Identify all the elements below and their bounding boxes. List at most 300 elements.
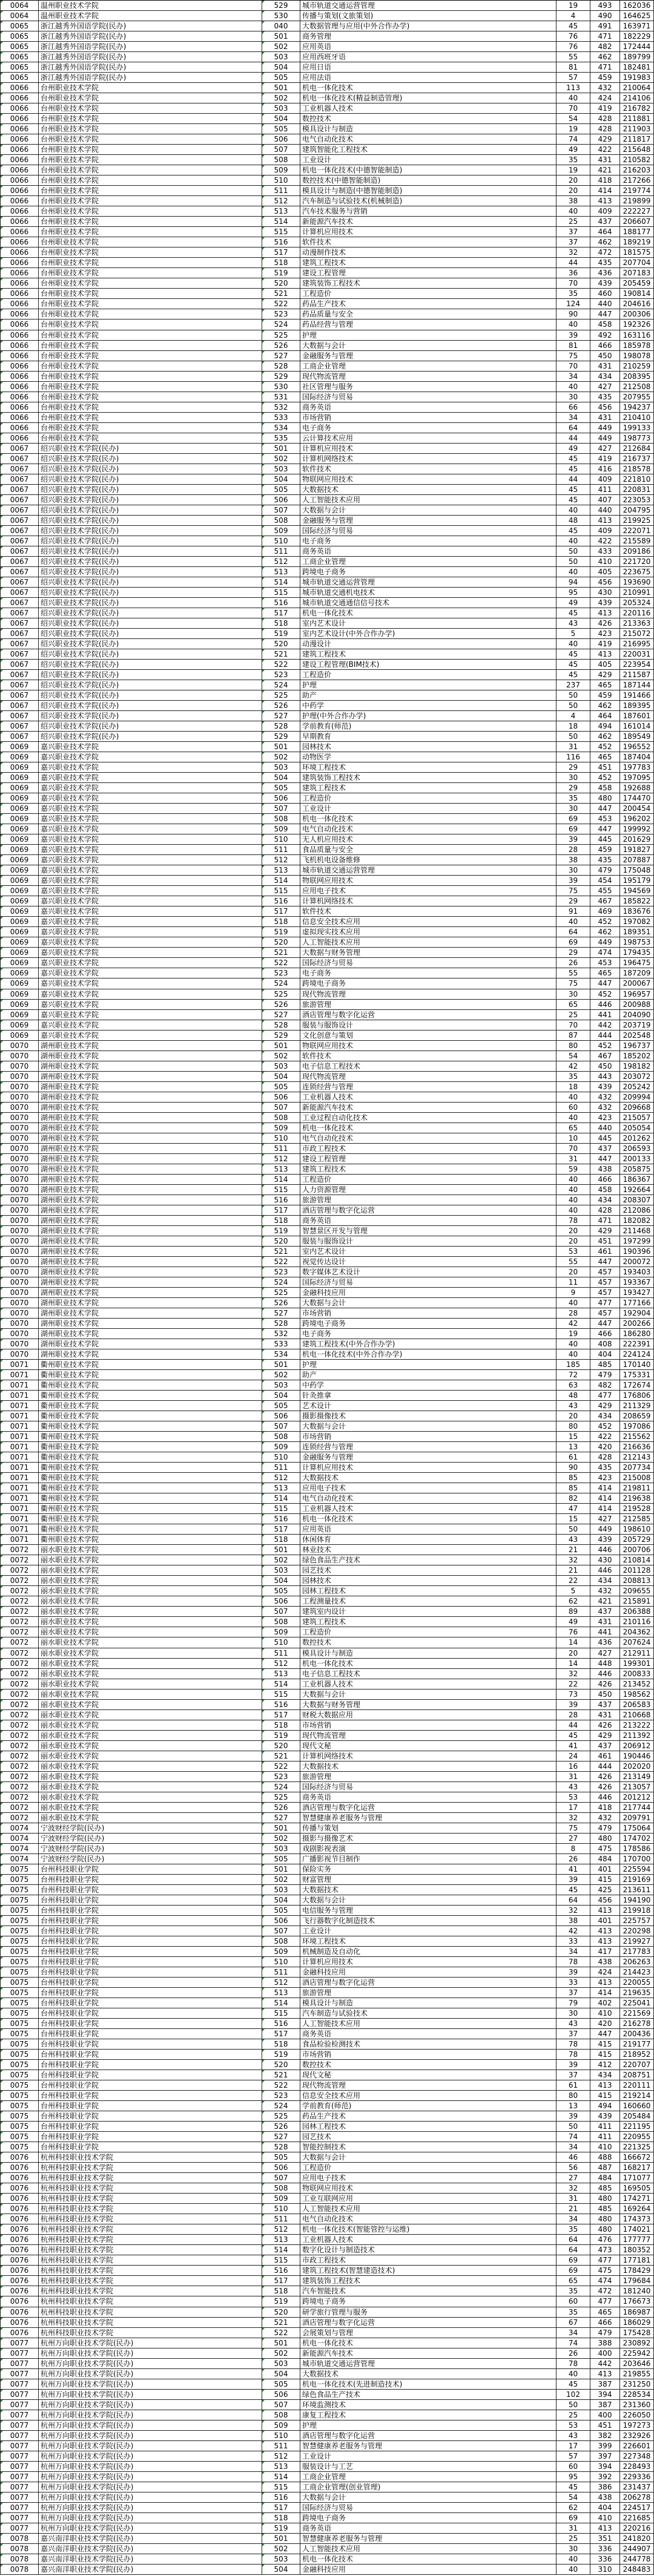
plan-count-cell[interactable]: 50: [556, 701, 590, 710]
school-name-cell[interactable]: 绍兴职业技术学院(民办): [38, 577, 262, 587]
plan-count-cell[interactable]: 61: [556, 1452, 590, 1462]
school-name-cell[interactable]: 丽水职业技术学院: [38, 1679, 262, 1689]
min-score-cell[interactable]: 405: [590, 660, 619, 669]
plan-count-cell[interactable]: 55: [556, 1257, 590, 1267]
school-code-cell[interactable]: 0075: [0, 1967, 38, 1977]
school-code-cell[interactable]: 0070: [0, 1175, 38, 1184]
min-score-cell[interactable]: 424: [590, 93, 619, 103]
min-rank-cell[interactable]: 196202: [619, 814, 654, 824]
school-name-cell[interactable]: 嘉兴职业技术学院: [38, 1010, 262, 1020]
plan-count-cell[interactable]: 70: [556, 103, 590, 113]
school-code-cell[interactable]: 0075: [0, 1895, 38, 1905]
plan-count-cell[interactable]: 45: [556, 495, 590, 505]
major-code-cell[interactable]: 510: [262, 2204, 300, 2214]
major-name-cell[interactable]: 传播与策划(文旅策划): [300, 11, 556, 21]
min-rank-cell[interactable]: 206263: [619, 1957, 654, 1967]
major-name-cell[interactable]: 飞机机电设备维修: [300, 855, 556, 865]
major-code-cell[interactable]: 511: [262, 1967, 300, 1977]
major-code-cell[interactable]: 502: [262, 752, 300, 762]
min-score-cell[interactable]: 494: [590, 721, 619, 731]
min-score-cell[interactable]: 388: [590, 2338, 619, 2348]
school-code-cell[interactable]: 0067: [0, 701, 38, 710]
major-name-cell[interactable]: 机械制造及自动化: [300, 1947, 556, 1956]
min-rank-cell[interactable]: 210668: [619, 1710, 654, 1720]
min-score-cell[interactable]: 427: [590, 1648, 619, 1658]
major-name-cell[interactable]: 商务英语: [300, 2029, 556, 2039]
major-name-cell[interactable]: 建设工程管理(BIM技术): [300, 660, 556, 669]
major-code-cell[interactable]: 522: [262, 660, 300, 669]
major-name-cell[interactable]: 财富管理: [300, 1875, 556, 1884]
school-code-cell[interactable]: 0077: [0, 2410, 38, 2420]
min-rank-cell[interactable]: 210259: [619, 361, 654, 371]
plan-count-cell[interactable]: 40: [556, 1175, 590, 1184]
major-code-cell[interactable]: 519: [262, 2523, 300, 2533]
school-code-cell[interactable]: 0072: [0, 1772, 38, 1781]
school-name-cell[interactable]: 台州科技职业学院: [38, 1978, 262, 1987]
plan-count-cell[interactable]: 78: [556, 1216, 590, 1225]
school-code-cell[interactable]: 0065: [0, 62, 38, 72]
school-name-cell[interactable]: 台州科技职业学院: [38, 2122, 262, 2131]
major-name-cell[interactable]: 数控技术: [300, 1637, 556, 1647]
school-code-cell[interactable]: 0067: [0, 721, 38, 731]
plan-count-cell[interactable]: 31: [556, 2523, 590, 2533]
school-name-cell[interactable]: 湖州职业技术学院: [38, 1205, 262, 1215]
major-code-cell[interactable]: 525: [262, 1792, 300, 1802]
min-rank-cell[interactable]: 175428: [619, 2328, 654, 2338]
school-code-cell[interactable]: 0072: [0, 1792, 38, 1802]
min-rank-cell[interactable]: 192326: [619, 320, 654, 329]
school-code-cell[interactable]: 0069: [0, 896, 38, 906]
min-rank-cell[interactable]: 221720: [619, 557, 654, 566]
major-code-cell[interactable]: 512: [262, 2224, 300, 2234]
min-rank-cell[interactable]: 225041: [619, 1998, 654, 2008]
school-code-cell[interactable]: 0076: [0, 2276, 38, 2286]
min-score-cell[interactable]: 467: [590, 896, 619, 906]
major-code-cell[interactable]: 506: [262, 793, 300, 803]
school-name-cell[interactable]: 丽水职业技术学院: [38, 1659, 262, 1668]
plan-count-cell[interactable]: 40: [556, 2554, 590, 2564]
major-name-cell[interactable]: 旅游管理: [300, 1000, 556, 1009]
min-score-cell[interactable]: 429: [590, 1401, 619, 1411]
major-name-cell[interactable]: 计算机应用技术: [300, 1463, 556, 1472]
min-score-cell[interactable]: 412: [590, 2060, 619, 2070]
plan-count-cell[interactable]: 40: [556, 1092, 590, 1102]
school-code-cell[interactable]: 0069: [0, 742, 38, 752]
major-name-cell[interactable]: 护理: [300, 1360, 556, 1369]
school-code-cell[interactable]: 0070: [0, 1164, 38, 1174]
min-score-cell[interactable]: 435: [590, 392, 619, 402]
major-name-cell[interactable]: 大数据与会计: [300, 2492, 556, 2502]
min-rank-cell[interactable]: 209186: [619, 546, 654, 556]
major-name-cell[interactable]: 旅游管理: [300, 1772, 556, 1781]
min-rank-cell[interactable]: 244778: [619, 2554, 654, 2564]
min-rank-cell[interactable]: 217266: [619, 175, 654, 185]
min-score-cell[interactable]: 409: [590, 474, 619, 484]
plan-count-cell[interactable]: 38: [556, 196, 590, 206]
school-code-cell[interactable]: 0077: [0, 2513, 38, 2523]
school-name-cell[interactable]: 嘉兴职业技术学院: [38, 783, 262, 793]
major-code-cell[interactable]: 509: [262, 1442, 300, 1452]
min-score-cell[interactable]: 418: [590, 1803, 619, 1812]
plan-count-cell[interactable]: 32: [556, 1813, 590, 1823]
major-code-cell[interactable]: 507: [262, 145, 300, 154]
min-score-cell[interactable]: 421: [590, 1596, 619, 1606]
major-name-cell[interactable]: 商务英语: [300, 1792, 556, 1802]
major-name-cell[interactable]: 商务英语: [300, 2523, 556, 2533]
min-rank-cell[interactable]: 179684: [619, 2276, 654, 2286]
major-code-cell[interactable]: 513: [262, 1669, 300, 1679]
school-code-cell[interactable]: 0071: [0, 1514, 38, 1524]
major-name-cell[interactable]: 金融服务与管理: [300, 351, 556, 361]
min-rank-cell[interactable]: 176673: [619, 2296, 654, 2306]
major-code-cell[interactable]: 523: [262, 968, 300, 978]
min-rank-cell[interactable]: 211587: [619, 670, 654, 680]
min-score-cell[interactable]: 428: [590, 114, 619, 123]
plan-count-cell[interactable]: 45: [556, 454, 590, 464]
min-rank-cell[interactable]: 170140: [619, 1360, 654, 1369]
min-score-cell[interactable]: 480: [590, 793, 619, 803]
major-name-cell[interactable]: 城市轨道交通运营管理: [300, 865, 556, 875]
min-rank-cell[interactable]: 210991: [619, 588, 654, 597]
school-name-cell[interactable]: 丽水职业技术学院: [38, 1720, 262, 1730]
school-name-cell[interactable]: 丽水职业技术学院: [38, 1617, 262, 1627]
school-name-cell[interactable]: 绍兴职业技术学院(民办): [38, 629, 262, 638]
major-code-cell[interactable]: 514: [262, 1175, 300, 1184]
major-code-cell[interactable]: 514: [262, 577, 300, 587]
school-code-cell[interactable]: 0066: [0, 134, 38, 144]
min-score-cell[interactable]: 433: [590, 546, 619, 556]
major-name-cell[interactable]: 物联网应用技术: [300, 1041, 556, 1050]
school-code-cell[interactable]: 0069: [0, 1000, 38, 1009]
major-code-cell[interactable]: 520: [262, 2060, 300, 2070]
min-rank-cell[interactable]: 216636: [619, 1442, 654, 1452]
major-name-cell[interactable]: 跨境电子商务: [300, 2296, 556, 2306]
major-name-cell[interactable]: 林业技术: [300, 1545, 556, 1555]
min-rank-cell[interactable]: 219638: [619, 1493, 654, 1503]
plan-count-cell[interactable]: 34: [556, 413, 590, 422]
min-rank-cell[interactable]: 200266: [619, 1319, 654, 1328]
school-code-cell[interactable]: 0074: [0, 1823, 38, 1833]
school-name-cell[interactable]: 湖州职业技术学院: [38, 1103, 262, 1112]
school-name-cell[interactable]: 台州职业技术学院: [38, 93, 262, 103]
min-rank-cell[interactable]: 179435: [619, 948, 654, 957]
school-code-cell[interactable]: 0071: [0, 1473, 38, 1483]
min-rank-cell[interactable]: 188177: [619, 227, 654, 237]
major-code-cell[interactable]: 518: [262, 618, 300, 628]
school-name-cell[interactable]: 台州职业技术学院: [38, 206, 262, 216]
major-name-cell[interactable]: 应用日语: [300, 62, 556, 72]
school-name-cell[interactable]: 台州科技职业学院: [38, 1936, 262, 1946]
major-code-cell[interactable]: 502: [262, 454, 300, 464]
plan-count-cell[interactable]: 56: [556, 2163, 590, 2172]
major-name-cell[interactable]: 智慧健康养老服务与管理: [300, 2441, 556, 2451]
min-rank-cell[interactable]: 193367: [619, 1277, 654, 1287]
major-code-cell[interactable]: 513: [262, 2235, 300, 2244]
min-score-cell[interactable]: 442: [590, 1020, 619, 1030]
major-code-cell[interactable]: 504: [262, 1391, 300, 1400]
school-code-cell[interactable]: 0077: [0, 2379, 38, 2389]
min-rank-cell[interactable]: 211468: [619, 1226, 654, 1236]
min-rank-cell[interactable]: 220111: [619, 2080, 654, 2090]
school-code-cell[interactable]: 0067: [0, 588, 38, 597]
min-rank-cell[interactable]: 219635: [619, 1988, 654, 1998]
major-name-cell[interactable]: 商务管理: [300, 31, 556, 41]
min-score-cell[interactable]: 431: [590, 155, 619, 165]
plan-count-cell[interactable]: 78: [556, 2039, 590, 2049]
min-rank-cell[interactable]: 215648: [619, 145, 654, 154]
plan-count-cell[interactable]: 90: [556, 309, 590, 319]
school-code-cell[interactable]: 0075: [0, 2008, 38, 2018]
school-name-cell[interactable]: 台州科技职业学院: [38, 1864, 262, 1874]
min-rank-cell[interactable]: 205729: [619, 1535, 654, 1544]
min-rank-cell[interactable]: 198773: [619, 433, 654, 443]
min-score-cell[interactable]: 467: [590, 1051, 619, 1061]
plan-count-cell[interactable]: 35: [556, 1072, 590, 1081]
min-score-cell[interactable]: 410: [590, 2008, 619, 2018]
plan-count-cell[interactable]: 50: [556, 557, 590, 566]
plan-count-cell[interactable]: 65: [556, 2276, 590, 2286]
min-rank-cell[interactable]: 175064: [619, 1823, 654, 1833]
school-name-cell[interactable]: 绍兴职业技术学院(民办): [38, 639, 262, 649]
school-name-cell[interactable]: 丽水职业技术学院: [38, 1545, 262, 1555]
major-code-cell[interactable]: 512: [262, 557, 300, 566]
major-code-cell[interactable]: 522: [262, 2328, 300, 2338]
school-name-cell[interactable]: 湖州职业技术学院: [38, 1236, 262, 1246]
school-code-cell[interactable]: 0071: [0, 1370, 38, 1380]
major-name-cell[interactable]: 工程造价: [300, 2163, 556, 2172]
school-code-cell[interactable]: 0078: [0, 2565, 38, 2574]
major-code-cell[interactable]: 529: [262, 732, 300, 741]
plan-count-cell[interactable]: 19: [556, 124, 590, 134]
min-score-cell[interactable]: 437: [590, 1741, 619, 1751]
school-name-cell[interactable]: 杭州科技职业技术学院: [38, 2245, 262, 2255]
school-name-cell[interactable]: 浙江越秀外国语学院(民办): [38, 62, 262, 72]
min-rank-cell[interactable]: 224124: [619, 1349, 654, 1359]
min-score-cell[interactable]: 419: [590, 103, 619, 113]
major-name-cell[interactable]: 休闲体育: [300, 1535, 556, 1544]
min-score-cell[interactable]: 436: [590, 1637, 619, 1647]
plan-count-cell[interactable]: 42: [556, 1319, 590, 1328]
min-rank-cell[interactable]: 191983: [619, 73, 654, 82]
min-score-cell[interactable]: 479: [590, 865, 619, 875]
major-code-cell[interactable]: 509: [262, 1123, 300, 1133]
plan-count-cell[interactable]: 70: [556, 1020, 590, 1030]
school-name-cell[interactable]: 嘉兴职业技术学院: [38, 814, 262, 824]
major-code-cell[interactable]: 502: [262, 1051, 300, 1061]
major-name-cell[interactable]: 工商企业管理: [300, 2472, 556, 2482]
school-name-cell[interactable]: 杭州万向职业技术学院(民办): [38, 2472, 262, 2482]
school-name-cell[interactable]: 衢州职业技术学院: [38, 1442, 262, 1452]
major-name-cell[interactable]: 城市轨道交通运营管理: [300, 1, 556, 10]
min-score-cell[interactable]: 420: [590, 1442, 619, 1452]
min-rank-cell[interactable]: 221685: [619, 2513, 654, 2523]
school-code-cell[interactable]: 0071: [0, 1493, 38, 1503]
major-code-cell[interactable]: 504: [262, 62, 300, 72]
min-score-cell[interactable]: 414: [590, 186, 619, 195]
school-name-cell[interactable]: 宁波财经学院(民办): [38, 1854, 262, 1864]
major-code-cell[interactable]: 507: [262, 1926, 300, 1936]
major-code-cell[interactable]: 508: [262, 2183, 300, 2193]
major-name-cell[interactable]: 计算机网络技术: [300, 454, 556, 464]
plan-count-cell[interactable]: 39: [556, 876, 590, 885]
school-code-cell[interactable]: 0072: [0, 1586, 38, 1596]
min-rank-cell[interactable]: 198182: [619, 1061, 654, 1071]
plan-count-cell[interactable]: 4: [556, 711, 590, 721]
min-rank-cell[interactable]: 192904: [619, 1308, 654, 1318]
plan-count-cell[interactable]: 70: [556, 361, 590, 371]
min-rank-cell[interactable]: 209994: [619, 1092, 654, 1102]
min-rank-cell[interactable]: 210116: [619, 1617, 654, 1627]
min-rank-cell[interactable]: 186280: [619, 1329, 654, 1339]
plan-count-cell[interactable]: 76: [556, 1627, 590, 1637]
plan-count-cell[interactable]: 78: [556, 2050, 590, 2059]
school-code-cell[interactable]: 0066: [0, 124, 38, 134]
school-code-cell[interactable]: 0067: [0, 660, 38, 669]
min-rank-cell[interactable]: 186029: [619, 2318, 654, 2327]
min-score-cell[interactable]: 387: [590, 2379, 619, 2389]
major-code-cell[interactable]: 519: [262, 2296, 300, 2306]
school-code-cell[interactable]: 0066: [0, 237, 38, 247]
plan-count-cell[interactable]: 18: [556, 1082, 590, 1092]
major-name-cell[interactable]: 建筑装饰工程技术: [300, 278, 556, 288]
school-name-cell[interactable]: 丽水职业技术学院: [38, 1586, 262, 1596]
school-code-cell[interactable]: 0070: [0, 1072, 38, 1081]
min-score-cell[interactable]: 454: [590, 876, 619, 885]
major-code-cell[interactable]: 514: [262, 1679, 300, 1689]
min-score-cell[interactable]: 452: [590, 917, 619, 926]
min-score-cell[interactable]: 480: [590, 1834, 619, 1843]
min-rank-cell[interactable]: 200988: [619, 1000, 654, 1009]
major-code-cell[interactable]: 512: [262, 1473, 300, 1483]
school-code-cell[interactable]: 0074: [0, 1834, 38, 1843]
school-code-cell[interactable]: 0075: [0, 1906, 38, 1915]
min-rank-cell[interactable]: 168217: [619, 2163, 654, 2172]
school-code-cell[interactable]: 0067: [0, 485, 38, 494]
school-name-cell[interactable]: 嘉兴职业技术学院: [38, 1020, 262, 1030]
school-code-cell[interactable]: 0069: [0, 762, 38, 772]
school-name-cell[interactable]: 嘉兴职业技术学院: [38, 927, 262, 937]
major-name-cell[interactable]: 建筑智能化工程技术: [300, 145, 556, 154]
school-code-cell[interactable]: 0075: [0, 2039, 38, 2049]
school-name-cell[interactable]: 宁波财经学院(民办): [38, 1823, 262, 1833]
major-name-cell[interactable]: 财税大数据应用: [300, 1710, 556, 1720]
school-code-cell[interactable]: 0069: [0, 804, 38, 813]
school-name-cell[interactable]: 浙江越秀外国语学院(民办): [38, 73, 262, 82]
major-name-cell[interactable]: 软件技术: [300, 237, 556, 247]
min-score-cell[interactable]: 462: [590, 52, 619, 62]
school-name-cell[interactable]: 湖州职业技术学院: [38, 1319, 262, 1328]
plan-count-cell[interactable]: 35: [556, 155, 590, 165]
min-rank-cell[interactable]: 224517: [619, 2503, 654, 2512]
major-name-cell[interactable]: 室内艺术设计(中外合作办学): [300, 629, 556, 638]
major-name-cell[interactable]: 大数据与会计: [300, 1895, 556, 1905]
school-name-cell[interactable]: 湖州职业技术学院: [38, 1133, 262, 1143]
plan-count-cell[interactable]: 45: [556, 21, 590, 31]
school-name-cell[interactable]: 台州科技职业学院: [38, 2039, 262, 2049]
major-name-cell[interactable]: 现代物流管理: [300, 2080, 556, 2090]
major-code-cell[interactable]: 513: [262, 1988, 300, 1998]
school-name-cell[interactable]: 台州职业技术学院: [38, 103, 262, 113]
school-code-cell[interactable]: 0065: [0, 31, 38, 41]
major-name-cell[interactable]: 视觉传达设计: [300, 1257, 556, 1267]
major-code-cell[interactable]: 519: [262, 1226, 300, 1236]
school-code-cell[interactable]: 0072: [0, 1803, 38, 1812]
school-name-cell[interactable]: 嘉兴职业技术学院: [38, 865, 262, 875]
plan-count-cell[interactable]: 72: [556, 1370, 590, 1380]
major-name-cell[interactable]: 助产: [300, 690, 556, 700]
min-score-cell[interactable]: 415: [590, 2050, 619, 2059]
school-code-cell[interactable]: 0067: [0, 505, 38, 515]
school-name-cell[interactable]: 台州科技职业学院: [38, 2050, 262, 2059]
major-code-cell[interactable]: 515: [262, 588, 300, 597]
plan-count-cell[interactable]: 91: [556, 906, 590, 916]
school-code-cell[interactable]: 0072: [0, 1731, 38, 1740]
min-score-cell[interactable]: 452: [590, 989, 619, 999]
school-name-cell[interactable]: 嘉兴职业技术学院: [38, 968, 262, 978]
school-name-cell[interactable]: 台州科技职业学院: [38, 1885, 262, 1895]
min-score-cell[interactable]: 411: [590, 2132, 619, 2142]
min-rank-cell[interactable]: 206278: [619, 2492, 654, 2502]
school-name-cell[interactable]: 湖州职业技术学院: [38, 1267, 262, 1277]
min-rank-cell[interactable]: 201629: [619, 834, 654, 844]
major-code-cell[interactable]: 518: [262, 2513, 300, 2523]
min-score-cell[interactable]: 394: [590, 2462, 619, 2471]
min-score-cell[interactable]: 436: [590, 268, 619, 278]
major-name-cell[interactable]: 软件技术: [300, 906, 556, 916]
min-rank-cell[interactable]: 175048: [619, 865, 654, 875]
major-name-cell[interactable]: 药品质量与安全: [300, 309, 556, 319]
school-code-cell[interactable]: 0077: [0, 2400, 38, 2410]
min-score-cell[interactable]: 466: [590, 1329, 619, 1339]
school-code-cell[interactable]: 0075: [0, 2111, 38, 2121]
plan-count-cell[interactable]: 21: [556, 1565, 590, 1575]
plan-count-cell[interactable]: 34: [556, 2214, 590, 2224]
school-name-cell[interactable]: 嘉兴职业技术学院: [38, 989, 262, 999]
major-name-cell[interactable]: 电气自动化技术: [300, 824, 556, 834]
school-code-cell[interactable]: 0077: [0, 2348, 38, 2358]
min-score-cell[interactable]: 430: [590, 588, 619, 597]
major-code-cell[interactable]: 522: [262, 958, 300, 968]
major-code-cell[interactable]: 518: [262, 1216, 300, 1225]
school-code-cell[interactable]: 0077: [0, 2482, 38, 2492]
major-code-cell[interactable]: 508: [262, 1617, 300, 1627]
major-name-cell[interactable]: 酒店管理与数字化运营: [300, 1803, 556, 1812]
school-code-cell[interactable]: 0066: [0, 206, 38, 216]
school-name-cell[interactable]: 湖州职业技术学院: [38, 1339, 262, 1349]
school-name-cell[interactable]: 杭州万向职业技术学院(民办): [38, 2379, 262, 2389]
min-rank-cell[interactable]: 212086: [619, 1205, 654, 1215]
school-code-cell[interactable]: 0066: [0, 227, 38, 237]
major-code-cell[interactable]: 513: [262, 1483, 300, 1493]
plan-count-cell[interactable]: 69: [556, 814, 590, 824]
school-name-cell[interactable]: 衢州职业技术学院: [38, 1360, 262, 1369]
min-score-cell[interactable]: 429: [590, 134, 619, 144]
major-name-cell[interactable]: 计算机应用技术: [300, 1957, 556, 1967]
major-code-cell[interactable]: 530: [262, 382, 300, 392]
min-rank-cell[interactable]: 174021: [619, 2224, 654, 2234]
school-code-cell[interactable]: 0069: [0, 855, 38, 865]
school-code-cell[interactable]: 0066: [0, 402, 38, 412]
plan-count-cell[interactable]: 90: [556, 1463, 590, 1472]
plan-count-cell[interactable]: 81: [556, 62, 590, 72]
major-name-cell[interactable]: 环境监测技术: [300, 2400, 556, 2410]
major-name-cell[interactable]: 连锁经营与管理: [300, 1082, 556, 1092]
min-rank-cell[interactable]: 206607: [619, 217, 654, 226]
min-score-cell[interactable]: 437: [590, 1607, 619, 1616]
school-code-cell[interactable]: 0072: [0, 1669, 38, 1679]
school-code-cell[interactable]: 0070: [0, 1133, 38, 1143]
min-score-cell[interactable]: 460: [590, 289, 619, 298]
